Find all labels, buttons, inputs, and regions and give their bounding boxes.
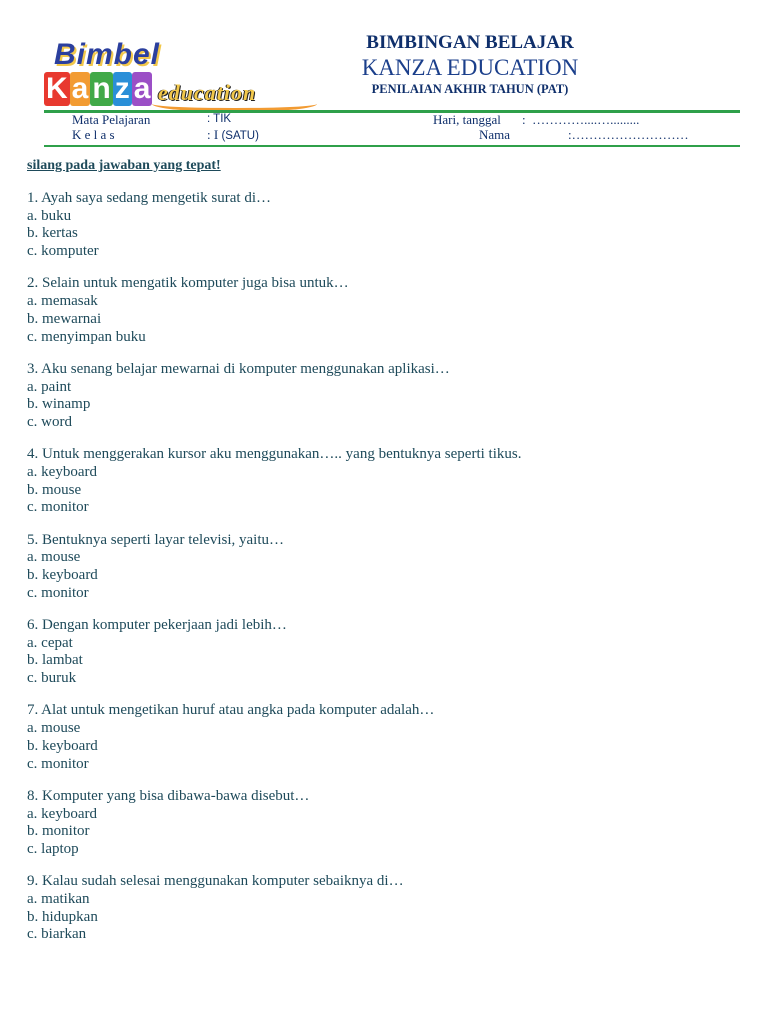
option-b: b. mouse — [27, 481, 82, 498]
option-c: c. monitor — [27, 755, 89, 772]
logo-letter: K — [46, 72, 68, 105]
option-b: b. lambat — [27, 652, 83, 669]
option-a: a. buku — [27, 207, 72, 224]
option-b: b. monitor — [27, 823, 90, 840]
option-a: a. keyboard — [27, 805, 97, 822]
option-c: c. monitor — [27, 584, 89, 601]
question-text: 7. Alat untuk mengetikan huruf atau angka pada komputer adalah… — [27, 702, 435, 719]
question-text: 6. Dengan komputer pekerjaan jadi lebih… — [27, 617, 287, 634]
header-title: BIMBINGAN BELAJAR — [366, 32, 574, 53]
question-item — [27, 788, 747, 859]
question-item — [27, 702, 747, 773]
option-b: b. kertas — [27, 225, 78, 242]
header-exam-name: PENILAIAN AKHIR TAHUN (PAT) — [371, 82, 569, 96]
question-text: 5. Bentuknya seperti layar televisi, yaitu… — [27, 531, 285, 548]
option-a: a. memasak — [27, 293, 98, 310]
question-list — [27, 190, 747, 959]
option-a: a. matikan — [27, 890, 90, 907]
date-label: Hari, tanggal — [433, 112, 501, 127]
option-a: a. mouse — [27, 549, 81, 566]
option-b: b. keyboard — [27, 737, 98, 754]
subject-value: : TIK — [207, 113, 232, 125]
question-text: 3. Aku senang belajar mewarnai di komputer menggunakan aplikasi… — [27, 360, 450, 377]
option-c: c. buruk — [27, 670, 77, 687]
option-c: c. word — [27, 413, 72, 430]
option-b: b. hidupkan — [27, 908, 98, 925]
option-a: a. mouse — [27, 720, 81, 737]
logo-letter: a — [133, 72, 151, 105]
question-text: 8. Komputer yang bisa dibawa-bawa disebut… — [27, 787, 310, 804]
question-text: 1. Ayah saya sedang mengetik surat di… — [27, 190, 271, 206]
logo-letter: n — [92, 72, 111, 105]
option-c: c. komputer — [27, 243, 99, 260]
date-value: : …………....…......... — [522, 112, 640, 127]
class-value-suffix: (SATU) — [221, 130, 259, 142]
option-b: b. winamp — [27, 396, 91, 413]
question-item — [27, 190, 747, 261]
logo-bimbel-text: Bimbel — [54, 38, 161, 71]
question-item — [27, 532, 747, 603]
option-a: a. paint — [27, 378, 72, 395]
question-text: 2. Selain untuk mengatik komputer juga bisa untuk… — [27, 275, 349, 292]
question-item — [27, 873, 747, 944]
option-a: a. keyboard — [27, 463, 97, 480]
info-divider — [44, 145, 740, 147]
question-item — [27, 446, 747, 517]
question-item — [27, 617, 747, 688]
option-c: c. menyimpan buku — [27, 328, 146, 345]
name-value: :……………………… — [568, 127, 689, 142]
question-text: 9. Kalau sudah selesai menggunakan komputer sebaiknya di… — [27, 873, 404, 890]
header-institution: KANZA EDUCATION — [361, 55, 579, 80]
option-c: c. monitor — [27, 499, 89, 516]
logo-letter: z — [114, 72, 130, 105]
option-b: b. keyboard — [27, 567, 98, 584]
instruction-text: silang pada jawaban yang tepat! — [27, 158, 221, 173]
logo-kanza-text — [44, 72, 152, 106]
class-label: K e l a s — [72, 127, 115, 142]
class-value-prefix: : I — [207, 127, 219, 142]
option-c: c. biarkan — [27, 926, 87, 943]
logo-education-text: education — [158, 80, 257, 105]
option-c: c. laptop — [27, 840, 79, 857]
subject-label: Mata Pelajaran — [72, 112, 151, 127]
question-item — [27, 361, 747, 432]
option-b: b. mewarnai — [27, 310, 102, 327]
question-text: 4. Untuk menggerakan kursor aku menggunakan….. yang bentuknya seperti tikus. — [27, 446, 522, 463]
name-label: Nama — [479, 127, 511, 142]
class-value — [207, 127, 259, 143]
logo-letter: a — [71, 72, 89, 105]
option-a: a. cepat — [27, 634, 73, 651]
kanza-logo — [40, 38, 320, 110]
question-item — [27, 275, 747, 346]
